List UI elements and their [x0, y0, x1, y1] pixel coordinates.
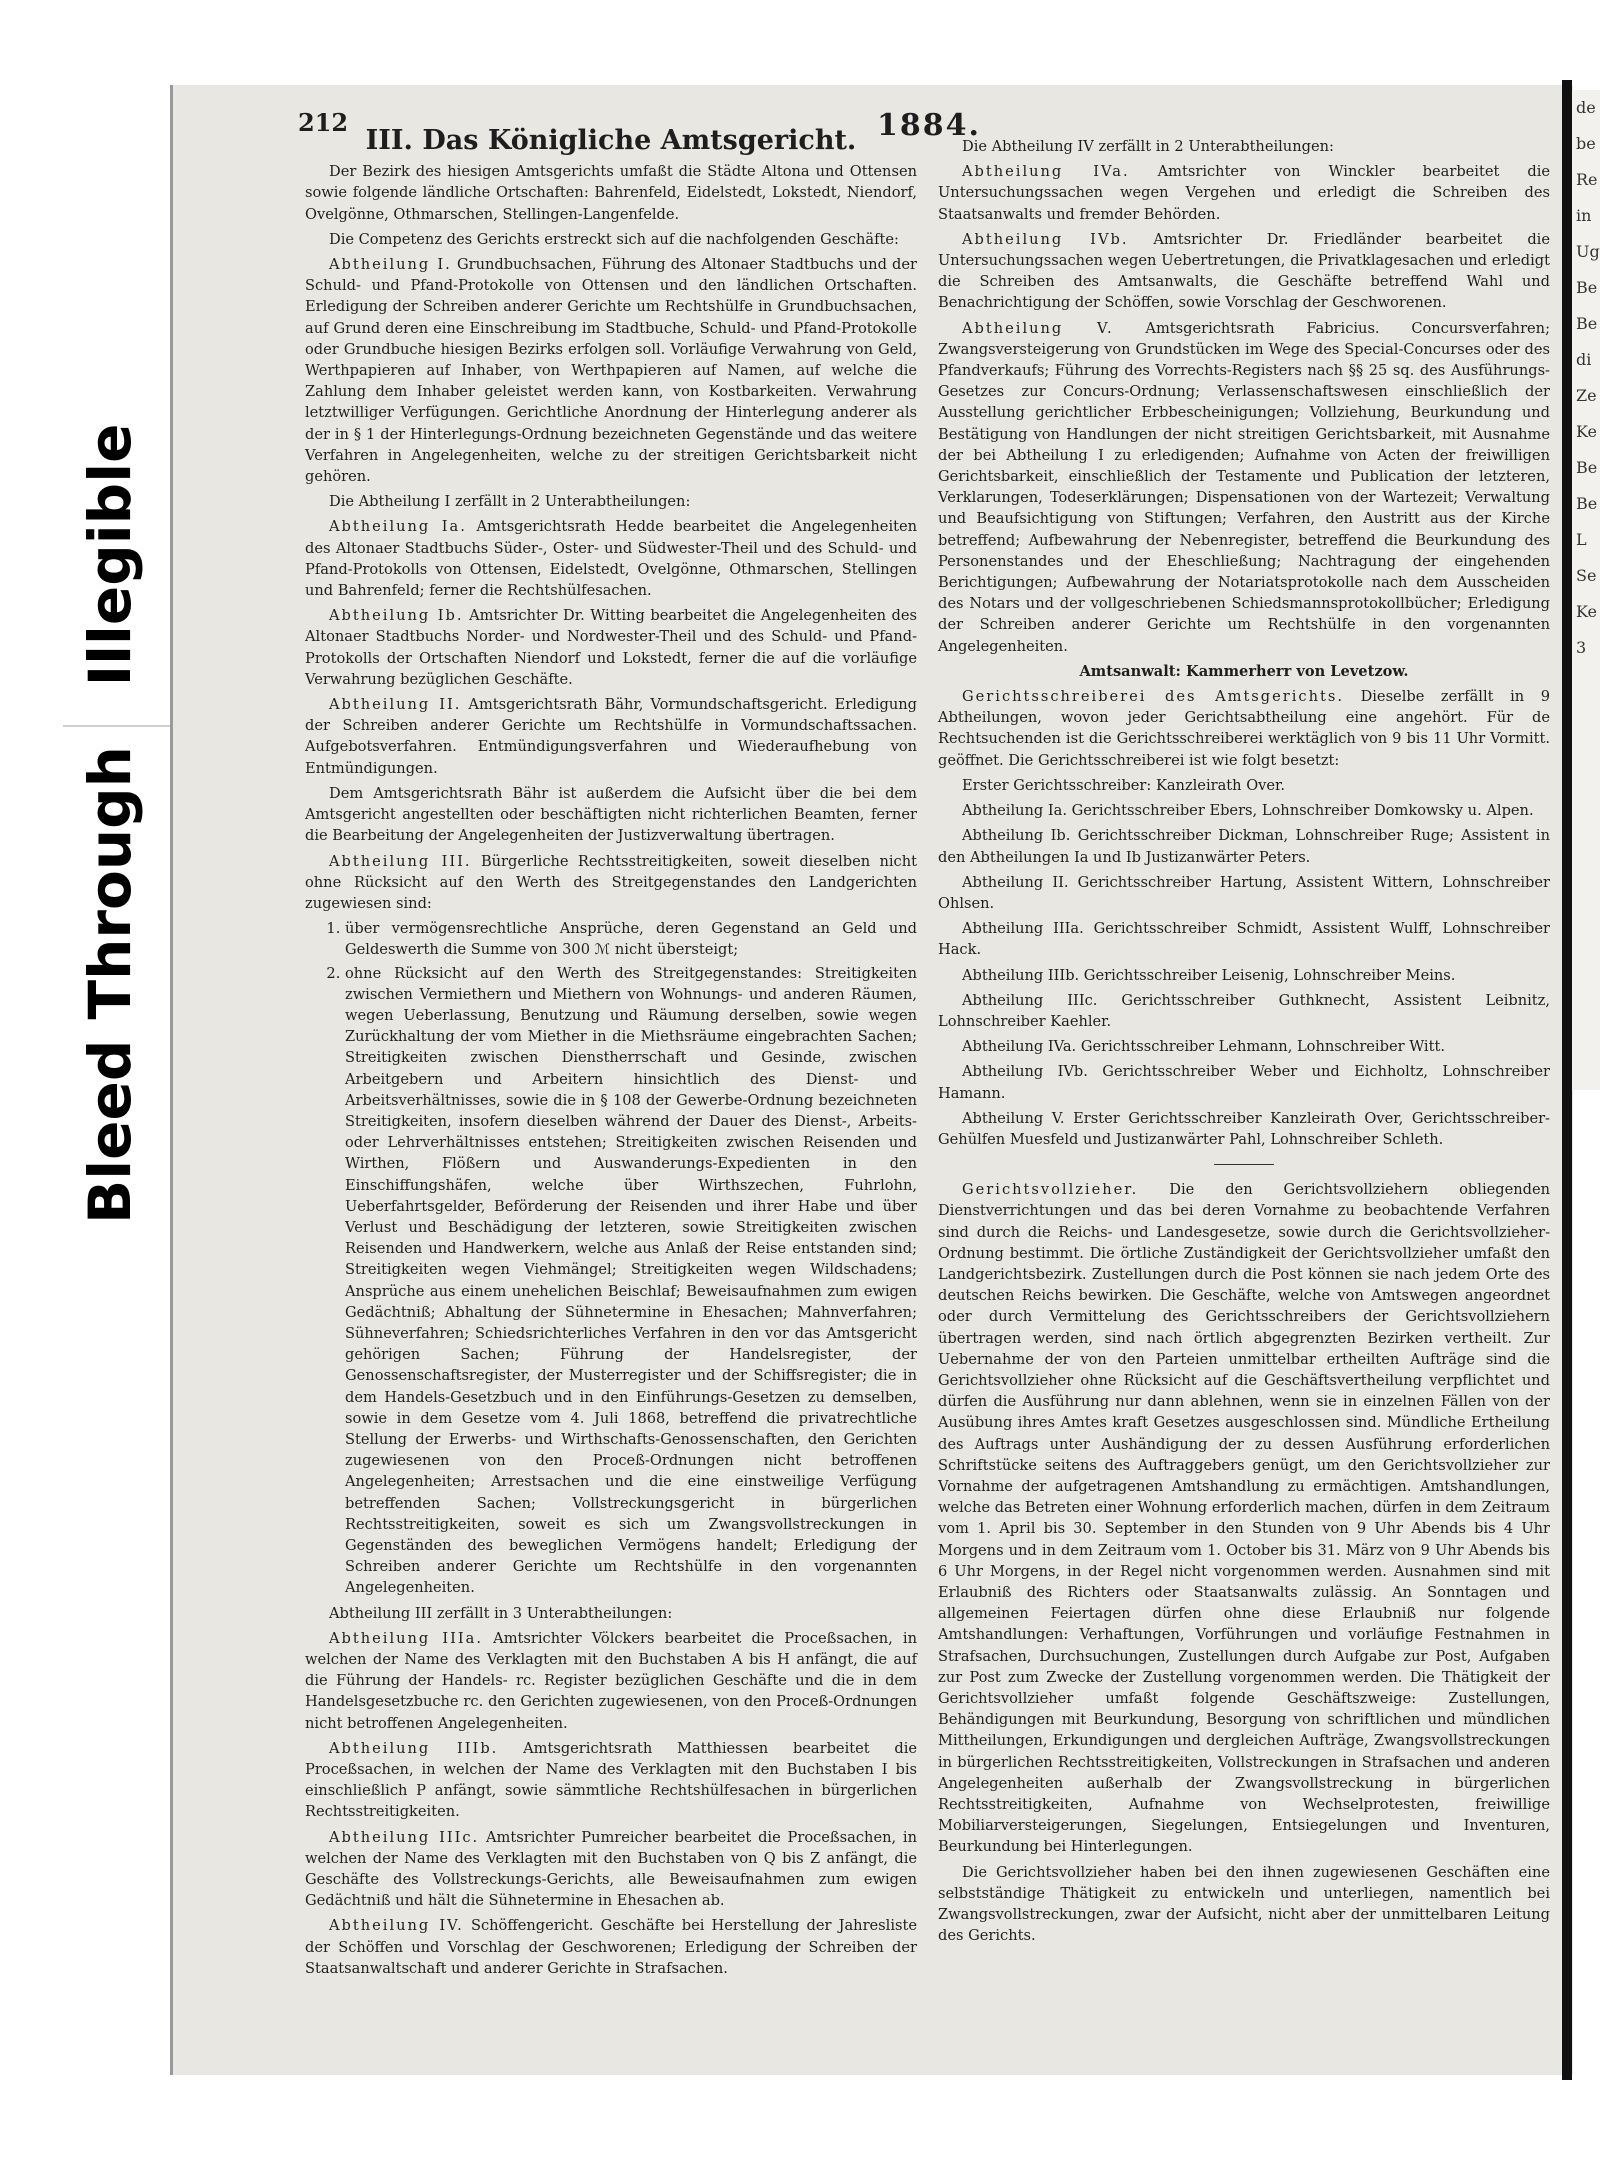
abt4a-text: Amtsrichter von Winckler bearbeitet die Untersuchungssachen wegen Vergehen und erledigt die Schreiben des Staatsanwalts und fremder Behörden.	[938, 163, 1550, 223]
abt2-text: Amtsgerichtsrath Bähr, Vormundschaftsgericht. Erledigung der Schreiben anderer Gerichte um Rechtshülfe in Vormundschaftssachen. Aufgebotsverfahren. Entmündigungsverfahren und Wiederaufhebung von Entmündigungen.	[305, 696, 917, 777]
list-item: 2. ohne Rücksicht auf den Werth des Streitgegenstandes: Streitigkeiten zwischen Vermiethern und Miethern von Wohnungs- und anderen Räumen, wegen Ueberlassung, Benutzung und Räumung derselben, sowie wegen Zurückhaltung der vom Miether in die Miethsräume eingebrachten Sachen; Streitigkeiten zwischen Dienstherrschaft und Gesinde, zwischen Arbeitgebern und Arbeitern hinsichtlich des Dienst- und Arbeitsverhältnisses, sowie die in § 108 der Gewerbe-Ordnung bezeichneten Streitigkeiten, insofern dieselben während der Dauer des Dienst-, Arbeits- oder Lehrverhältnisses entstehen; Streitigkeiten zwischen Reisenden und Wirthen, Flößern und Auswanderungs-Expedienten in den Einschiffungshäfen, welche über Wirthszechen, Fuhrlohn, Ueberfahrtsgelder, Beförderung der Reisenden und ihrer Habe und über Verlust und Beschädigung der letzteren, sowie Streitigkeiten zwischen Reisenden und Handwerkern, welche aus Anlaß der Reise entstanden sind; Streitigkeiten wegen Viehmängel; Streitigkeiten wegen Wildschadens; Ansprüche aus einem unehelichen Beischlaf; Beweisaufnahmen zum ewigen Gedächtniß; Abhaltung der Sühnetermine in Ehesachen; Mahnverfahren; Sühneverfahren; Schiedsrichterliches Verfahren in den vor das Amtsgericht gehörigen Sachen; Führung der Handelsregister, der Genossenschaftsregister, der Musterregister und der Schiffsregister; die in dem Handels-Gesetzbuch und in den Einführungs-Gesetzen zu demselben, sowie in dem Gesetze vom 4. Juli 1868, betreffend die privatrechtliche Stellung der Erwerbs- und Wirthschafts-Genossenschaften, den Gerichten zugewiesenen von den Proceß-Ordnungen nicht betroffenen Angelegenheiten; Arrestsachen und die eine einstweilige Verfügung betreffenden Sachen; Vollstreckungsgericht in bürgerlichen Rechtsstreitigkeiten, soweit es sich um Zwangsvollstreckungen in Gegenständen des beweglichen Vermögens handelt; Erledigung der Schreiben anderer Gerichte um Rechtshülfe in den vorgenannten Angelegenheiten.	[345, 963, 917, 1599]
abt4-text: Schöffengericht. Geschäfte bei Herstellung der Jahresliste der Schöffen und Vorschlag der Geschworenen; Erledigung der Schreiben der Staatsanwaltschaft und anderer Gerichte in Strafsachen.	[305, 1917, 917, 1977]
abt4-split: Die Abtheilung IV zerfällt in 2 Unterabtheilungen:	[962, 138, 1334, 155]
abt3b-text: Amtsgerichtsrath Matthiessen bearbeitet die Proceßsachen, in welchen der Name des Verklagten mit den Buchstaben I bis einschließlich P anfängt, sowie sämmtliche Rechtshülfesachen in bürgerlichen Rechtsstreitigkeiten.	[305, 1739, 918, 1821]
scan-quality-stamp	[45, 345, 175, 1265]
abt3b-label: Abtheilung IIIb.	[329, 1739, 499, 1757]
stamp-illegible: Illegible	[76, 423, 144, 687]
abt1a-text: Amtsgerichtsrath Hedde bearbeitet die Angelegenheiten des Altonaer Stadtbuchs Süder-, Oster- und Südwester-Theil und des Schuld- und Pfand-Protokolls von Ottensen, Eidelstedt, Ovelgönne, Othmarschen, Stellingen und Bahrenfeld; ferner die Rechtshülfesachen.	[305, 518, 918, 600]
staff-entry: Abtheilung Ib. Gerichtsschreiber Dickman, Lohnschreiber Ruge; Assistent in den Abtheilungen Ia und Ib Justizanwärter Peters.	[938, 827, 1550, 866]
abt5-label: Abtheilung V.	[962, 319, 1114, 337]
abt5-text: Amtsgerichtsrath Fabricius. Concursverfahren; Zwangsversteigerung von Grundstücken im Wege des Special-Concurses oder des Pfandverkaufs; Führung des Vorrechts-Registers nach §§ 25 sq. des Ausführungs-Gesetzes zur Concurs-Ordnung; Verlassenschaftswesen einschließlich der Ausstellung gerichtlicher Erbbescheinigungen; Vollziehung, Beurkundung und Bestätigung von Handlungen der nicht streitigen Gerichtsbarkeit, mit Ausnahme der bei Abtheilung I zu erledigenden; Aufnahme von Acten der freiwilligen Gerichtsbarkeit, einschließlich der Testamente und Publication der letzteren, Verklarungen, Todeserklärungen; Dispensationen von der Wartezeit; Verwaltung und Beaufsichtigung von Stiftungen; Verfahren, den Austritt aus der Kirche betreffend; Aufbewahrung der Nebenregister, betreffend die Beurkundung des Personenstandes und der Eheschließung; Nachtragung der eingehenden Berichtigungen; Aufbewahrung der Notariatsprotokolle nach dem Ausscheiden des Notars und der vollgeschriebenen Schiedsmannsprotokollbücher; Erledigung der Schreiben anderer Gerichte um Rechtshülfe in den vorgenannten Angelegenheiten.	[938, 319, 1550, 655]
staff-entry: Erster Gerichtsschreiber: Kanzleirath Over.	[962, 776, 1286, 794]
section-divider	[1214, 1164, 1274, 1165]
competence-paragraph: Die Competenz des Gerichts erstreckt sich auf die nachfolgenden Geschäfte:	[329, 230, 899, 248]
right-column	[938, 136, 1550, 1950]
abt3c-text: Amtsrichter Pumreicher bearbeitet die Proceßsachen, in welchen der Name des Verklagten mit den Buchstaben von Q bis Z anfängt, die Geschäfte des Vollstreckungs-Gerichts, alle Beweisaufnahmen zum ewigen Gedächtniß und hält die Sühnetermine in Ehesachen ab.	[305, 1828, 917, 1910]
abt1b-text: Amtsrichter Dr. Witting bearbeitet die Angelegenheiten des Altonaer Stadtbuchs Norder- und Nordwester-Theil und des Schuld- und Pfand-Protokolls der Ortschaften Niendorf und Lokstedt, ferner die auf die vorläufige Verwahrung bezüglichen Geschäfte.	[305, 607, 917, 688]
neighbor-fragment: L	[1576, 530, 1587, 549]
stamp-divider	[63, 725, 173, 727]
abt3c-paragraph	[305, 1827, 917, 1912]
abt1a-label: Abtheilung Ia.	[329, 518, 467, 536]
left-column	[305, 120, 917, 1983]
neighbor-fragment: Se	[1576, 566, 1597, 585]
amtsanwalt-line: Amtsanwalt: Kammerherr von Levetzow.	[1079, 662, 1409, 680]
neighbor-fragment: Ke	[1576, 422, 1597, 441]
abt2-supervision: Dem Amtsgerichtsrath Bähr ist außerdem die Aufsicht über die bei dem Amtsgericht angestellten oder beschäftigten nicht richterlichen Beamten, ferner die Bearbeitung der Angelegenheiten der Justizverwaltung übertragen.	[305, 784, 917, 845]
staff-entry: Abtheilung IIIb. Gerichtsschreiber Leisenig, Lohnschreiber Meins.	[962, 966, 1456, 984]
abt3-paragraph	[305, 851, 917, 915]
neighbor-fragment: 3	[1576, 638, 1587, 657]
abt5-paragraph	[938, 318, 1550, 657]
book-spine-shadow	[1562, 80, 1572, 2080]
abt4a-paragraph	[938, 161, 1550, 225]
abt1-split: Die Abtheilung I zerfällt in 2 Unterabtheilungen:	[329, 493, 691, 511]
neighbor-fragment: Ke	[1576, 602, 1597, 621]
gerichtsschreiberei-label: Gerichtsschreiberei des Amtsgerichts.	[962, 688, 1344, 706]
neighbor-fragment: Be	[1576, 458, 1598, 477]
abt3b-paragraph	[305, 1738, 917, 1823]
abt3-list	[305, 918, 917, 1599]
staff-entry: Abtheilung IVb. Gerichtsschreiber Weber und Eichholtz, Lohnschreiber Hamann.	[938, 1063, 1550, 1102]
abt4-paragraph	[305, 1915, 917, 1979]
neighbor-fragment: Ze	[1576, 386, 1597, 405]
district-paragraph: Der Bezirk des hiesigen Amtsgerichts umfaßt die Städte Altona und Ottensen sowie folgende ländliche Ortschaften: Bahrenfeld, Eidelstedt, Lokstedt, Niendorf, Ovelgönne, Othmarschen, Stellingen-Langenfelde.	[305, 163, 917, 223]
abt1b-paragraph	[305, 605, 917, 690]
neighbor-fragment: in	[1576, 206, 1592, 225]
gerichtsschreiberei-text: Dieselbe zerfällt in 9 Abtheilungen, wovon jeder Gerichtsabtheilung eine angehört. Für de Rechtsuchenden ist die Gerichtsschreiberei werktäglich von 9 bis 11 Uhr Vormitt. geöffnet. Die Gerichtsschreiberei ist wie folgt besetzt:	[938, 688, 1550, 769]
abt4b-paragraph	[938, 229, 1550, 314]
neighbor-fragment: Ug	[1576, 242, 1600, 261]
gerichtsvollzieher-label: Gerichtsvollzieher.	[962, 1181, 1139, 1199]
abt3a-text: Amtsrichter Völckers bearbeitet die Proceßsachen, in welchen der Name des Verklagten mit den Buchstaben A bis H anfängt, die auf die Führung der Handels- rc. Register bezüglichen Geschäfte und die in dem Handelsgesetzbuche rc. den Gerichten zugewiesenen, von den Proceß-Ordnungen nicht betroffenen Angelegenheiten.	[305, 1629, 917, 1732]
neighbor-fragment: de	[1576, 98, 1596, 117]
gerichtsvollzieher-text: Die den Gerichtsvollziehern obliegenden Dienstverrichtungen und das bei deren Vornahme zu beobachtende Verfahren sind durch die Reichs- und Landesgesetze, sowie durch die Gerichtsvollzieher-Ordnung bestimmt. Die örtliche Zuständigkeit der Gerichtsvollzieher umfaßt den Landgerichtsbezirk. Zustellungen durch die Post können sie nach jedem Orte des deutschen Reichs bewirken. Die Geschäfte, welche von Amtswegen angeordnet oder durch Vermittelung des Gerichtsschreibers der Gerichtsvollziehern übertragen werden, sind nach örtlich abgegrenzten Bezirken vertheilt. Zur Uebernahme der von den Parteien unmittelbar ertheilten Aufträge sind die Gerichtsvollzieher ohne Rücksicht auf die Geschäftsvertheilung verpflichtet und dürfen die Ausführung nur dann ablehnen, wenn sie in einzelnen Fällen von der Ausübung ihres Amtes kraft Gesetzes ausgeschlossen sind. Mündliche Ertheilung des Auftrags unter Aushändigung der zu dessen Ausführung erforderlichen Schriftstücke seitens des Auftraggebers genügt, um den Gerichtsvollzieher zur Vornahme der aufgetragenen Amtshandlung zu ermächtigen. Amtshandlungen, welche das Betreten einer Wohnung erforderlich machen, dürfen in dem Zeitraum vom 1. April bis 30. September in den Stunden von 9 Uhr Abends bis 4 Uhr Morgens und in dem Zeitraum vom 1. October bis 31. März von 9 Uhr Abends bis 6 Uhr Morgens, in der Regel nicht vorgenommen werden. Ausnahmen sind mit Erlaubniß des Richters oder Staatsanwalts zulässig. An Sonntagen und allgemeinen Feiertagen dürfen ohne diese Erlaubniß nur folgende Amtshandlungen: Verhaftungen, Vorführungen und vorläufige Festnahmen in Strafsachen, Durchsuchungen, Zustellungen durch Aufgabe zur Post, Aufgaben zur Post zum Zwecke der Zustellung vorgenommen werden. Die Thätigkeit der Gerichtsvollzieher umfaßt folgende Geschäftszweige: Zustellungen, Behändigungen mit Beurkundung, Besorgung von schriftlichen und mündlichen Mittheilungen, Erkundigungen und dergleichen Aufträge, Zwangsvollstreckungen in bürgerlichen Rechtsstreitigkeiten, Vollstreckungen in Strafsachen und anderen Angelegenheiten außerhalb der Zwangsvollstreckung in bürgerlichen Rechtsstreitigkeiten, Aufnahme von Wechselprotesten, freiwillige Mobiliarversteigerungen, Siegelungen, Entsiegelungen und Inventuren, Beurkundung bei Hinterlegungen.	[938, 1181, 1550, 1856]
neighbor-fragment: Be	[1576, 494, 1598, 513]
abt3-text: Bürgerliche Rechtsstreitigkeiten, soweit dieselben nicht ohne Rücksicht auf den Werth des Streitgegenstandes den Landgerichten zugewiesen sind:	[305, 852, 917, 912]
page-number: 212	[298, 108, 349, 137]
staff-entry: Abtheilung IIIa. Gerichtsschreiber Schmidt, Assistent Wulff, Lohnschreiber Hack.	[938, 920, 1550, 959]
neighbor-fragment: Be	[1576, 278, 1598, 297]
abt3c-label: Abtheilung IIIc.	[329, 1828, 480, 1846]
staff-entry: Abtheilung IIIc. Gerichtsschreiber Guthknecht, Assistent Leibnitz, Lohnschreiber Kaehler.	[938, 991, 1550, 1030]
running-head-year: 1884.	[877, 108, 981, 143]
abt3a-paragraph	[305, 1628, 917, 1734]
neighbor-fragment: be	[1576, 134, 1596, 153]
abt1-label: Abtheilung I.	[329, 256, 452, 274]
abt2-paragraph	[305, 694, 917, 779]
abt3-label: Abtheilung III.	[329, 852, 472, 870]
gerichtsschreiberei-paragraph	[938, 686, 1550, 771]
stamp-bleed-through: Bleed Through	[76, 746, 144, 1224]
gerichtsvollzieher-closing: Die Gerichtsvollzieher haben bei den ihnen zugewiesenen Geschäften eine selbstständige Thätigkeit zu entwickeln und unterliegen, namentlich bei Zwangsvollstreckungen, zwar der Aufsicht, nicht aber der unmittelbaren Leitung des Gerichts.	[938, 1863, 1550, 1945]
staff-list	[938, 775, 1550, 1150]
abt1b-label: Abtheilung Ib.	[329, 607, 464, 625]
abt4a-label: Abtheilung IVa.	[962, 163, 1130, 181]
staff-entry: Abtheilung IVa. Gerichtsschreiber Lehmann, Lohnschreiber Witt.	[962, 1038, 1445, 1056]
abt4b-text: Amtsrichter Dr. Friedländer bearbeitet die Untersuchungssachen wegen Uebertretungen, die Privatklagesachen und erledigt die Schreiben des Amtsanwalts, die Geschäfte betreffend Wahl und Benachrichtigung der Schöffen, sowie Vorschlag der Geschworenen.	[938, 230, 1550, 312]
abt3a-label: Abtheilung IIIa.	[329, 1629, 484, 1647]
staff-entry: Abtheilung V. Erster Gerichtsschreiber Kanzleirath Over, Gerichtsschreiber-Gehülfen Muesfeld und Justizanwärter Pahl, Lohnschreiber Schleth.	[938, 1109, 1550, 1148]
neighbor-fragment: Re	[1576, 170, 1598, 189]
neighbor-page-strip	[1572, 90, 1600, 1090]
staff-entry: Abtheilung Ia. Gerichtsschreiber Ebers, Lohnschreiber Domkowsky u. Alpen.	[962, 802, 1534, 820]
gerichtsvollzieher-paragraph	[938, 1179, 1550, 1858]
neighbor-fragment: di	[1576, 350, 1592, 369]
list-item: 1. über vermögensrechtliche Ansprüche, deren Gegenstand an Geld und Geldeswerth die Summe von 300 ℳ nicht übersteigt;	[345, 918, 917, 960]
section-title: III. Das Königliche Amtsgericht.	[365, 125, 857, 156]
abt3-split: Abtheilung III zerfällt in 3 Unterabtheilungen:	[329, 1604, 673, 1622]
abt2-label: Abtheilung II.	[329, 696, 462, 714]
abt4-label: Abtheilung IV.	[329, 1917, 464, 1935]
abt1-text: Grundbuchsachen, Führung des Altonaer Stadtbuchs und der Schuld- und Pfand-Protokolle von Ottensen und den ländlichen Ortschaften. Erledigung der Schreiben anderer Gerichte um Rechtshülfe in Grundbuchsachen, auf Grund deren eine Einschreibung im Stadtbuche, Schuld- und Pfand-Protokolle oder Grundbuche hiesigen Bezirks erfolgen soll. Vorläufige Verwahrung von Geld, Werthpapieren auf Inhaber, von Werthpapieren auf Namen, auf welche die Zahlung dem Inhaber geleistet werden kann, von Kostbarkeiten. Verwahrung letztwilliger Verfügungen. Gerichtliche Anordnung der Hinterlegung anderer als der in § 1 der Hinterlegungs-Ordnung bezeichneten Gegenstände und das weitere Verfahren in Angelegenheiten, welche zu der streitigen Gerichtsbarkeit nicht gehören.	[305, 256, 917, 486]
abt4b-label: Abtheilung IVb.	[962, 230, 1129, 248]
abt1a-paragraph	[305, 516, 917, 601]
abt1-paragraph	[305, 254, 917, 487]
staff-entry: Abtheilung II. Gerichtsschreiber Hartung, Assistent Wittern, Lohnschreiber Ohlsen.	[938, 873, 1550, 912]
neighbor-fragment: Be	[1576, 314, 1598, 333]
